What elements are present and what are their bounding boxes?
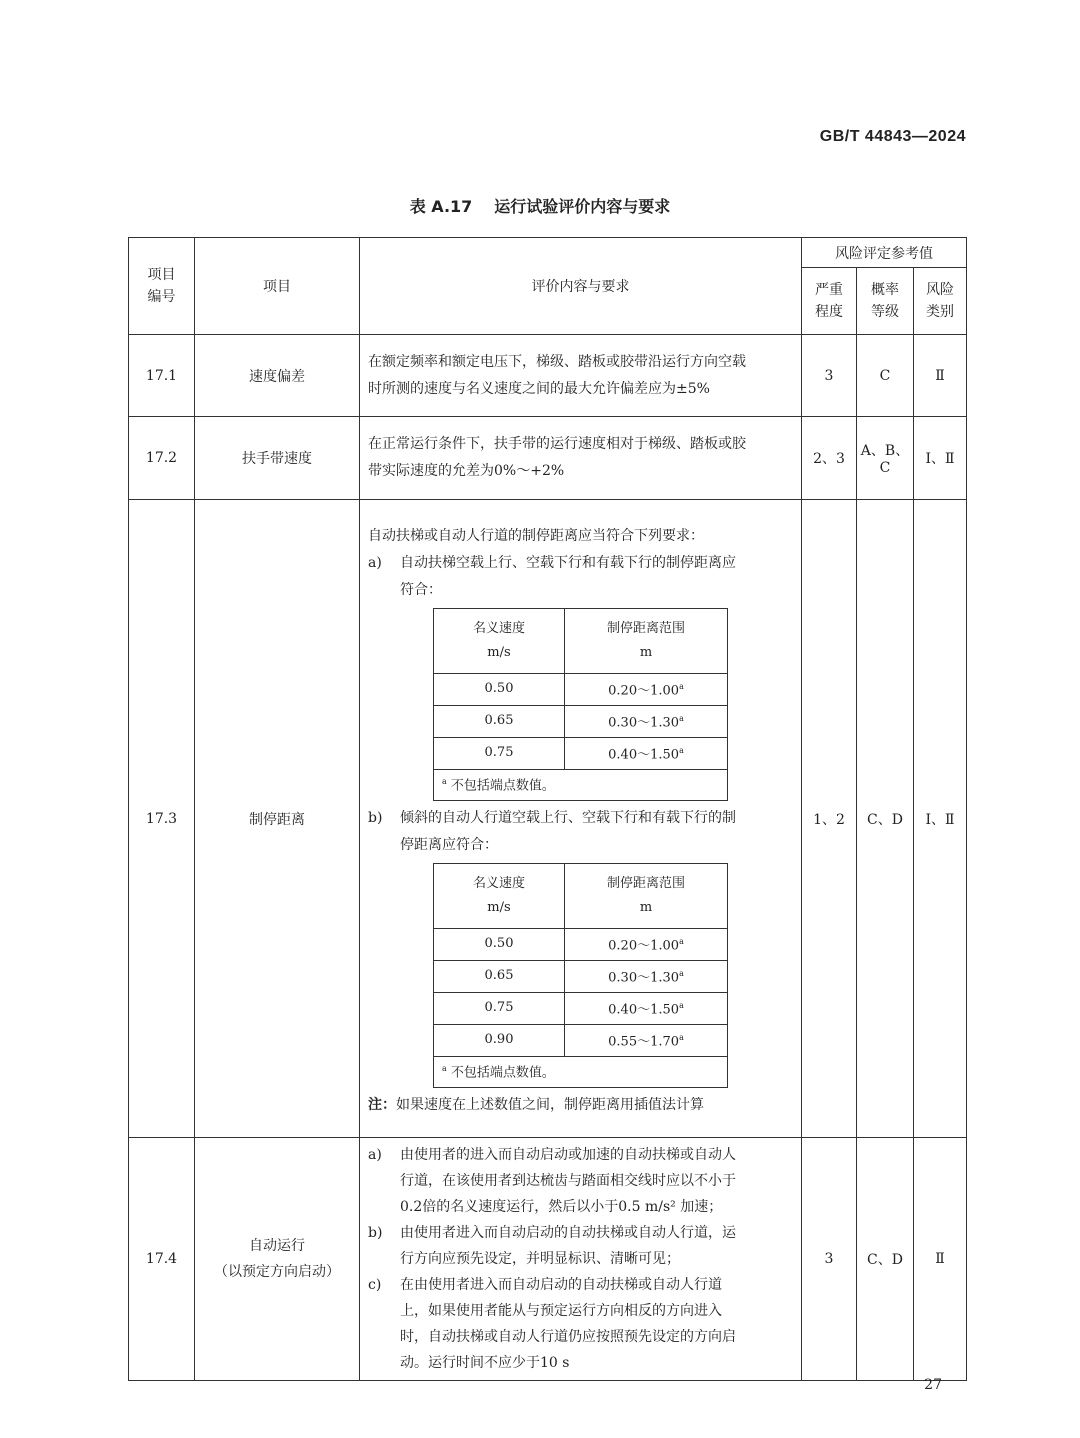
standard-code: GB/T 44843—2024 [819,128,966,145]
table-number: 表 A.17 [409,197,473,216]
inner-header-speed: 名义速度 m/s [434,608,565,673]
header-probability: 概率 等级 [857,268,914,335]
interpolation-note: 注：如果速度在上述数值之间，制停距离用插值法计算 [368,1096,704,1113]
header-category: 风险 类别 [914,268,967,335]
header-item: 项目 [195,238,360,335]
inner-row: 0.90 0.55～1.70$^a$ [434,1024,728,1056]
table-title [0,194,1080,217]
row-content [360,1138,802,1381]
row-severity: 2、3 [802,417,857,500]
evaluation-table [128,237,967,1381]
inner-header-range: 制停距离范围 m [565,608,728,673]
row-content: 在额定频率和额定电压下，梯级、踏板或胶带沿运行方向空载 时所测的速度与名义速度之间的最大允许偏差应为±5% [360,335,802,417]
stopping-distance-table-walkway [433,863,728,1088]
header-id: 项目 编号 [129,238,195,335]
list-item: b) 由使用者进入而自动启动的自动扶梯或自动人行道，运 行方向应预先设定，并明显标识、清晰可见； [368,1225,736,1267]
inner-header-range: 制停距离范围 m [565,863,728,928]
row-item: 扶手带速度 [195,417,360,500]
row-probability: C、D [857,1138,914,1381]
header-content: 评价内容与要求 [360,238,802,335]
row-category: Ⅱ [914,1138,967,1381]
table-row [129,1138,967,1381]
list-item: b) 倾斜的自动人行道空载上行、空载下行和有载下行的制 停距离应符合： [368,809,736,853]
inner-row: 0.50 0.20～1.00$^a$ [434,673,728,705]
inner-footnote: $^a$ 不包括端点数值。 [434,1056,728,1087]
row-item: 自动运行 （以预定方向启动） [195,1138,360,1381]
row-id: 17.4 [129,1138,195,1381]
stopping-intro: 自动扶梯或自动人行道的制停距离应当符合下列要求： [368,527,704,544]
table-row [129,500,967,1138]
row-content: 在正常运行条件下，扶手带的运行速度相对于梯级、踏板或胶 带实际速度的允差为0%～+2% [360,417,802,500]
row-id: 17.2 [129,417,195,500]
row-category: Ⅱ [914,335,967,417]
row-severity: 3 [802,335,857,417]
list-item: a) 自动扶梯空载上行、空载下行和有载下行的制停距离应 符合： [368,554,736,598]
row-item: 制停距离 [195,500,360,1138]
row-category: Ⅰ、Ⅱ [914,500,967,1138]
header-severity: 严重 程度 [802,268,857,335]
table-title-text: 运行试验评价内容与要求 [494,197,671,216]
row-category: Ⅰ、Ⅱ [914,417,967,500]
list-item: c) 在由使用者进入而自动启动的自动扶梯或自动人行道 上，如果使用者能从与预定运行方向相反的方向进入 时，自动扶梯或自动人行道仍应按照预先设定的方向启 动。运行时间不应少于10 s [368,1277,736,1371]
row-severity: 1、2 [802,500,857,1138]
row-id: 17.3 [129,500,195,1138]
inner-header-speed: 名义速度 m/s [434,863,565,928]
row-id: 17.1 [129,335,195,417]
list-item: a) 由使用者的进入而自动启动或加速的自动扶梯或自动人 行道，在该使用者到达梳齿与踏面相交线时应以不小于 0.2倍的名义速度运行，然后以小于0.5 m/s² 加速； [368,1147,736,1215]
row-probability: C [857,335,914,417]
table-row [129,335,967,417]
inner-footnote: $^a$ 不包括端点数值。 [434,769,728,800]
header-risk-group: 风险评定参考值 [802,238,967,268]
table-row [129,417,967,500]
row-content [360,500,802,1138]
row-probability: C、D [857,500,914,1138]
inner-row: 0.75 0.40～1.50$^a$ [434,737,728,769]
row-probability: A、B、C [857,417,914,500]
row-item: 速度偏差 [195,335,360,417]
inner-row: 0.65 0.30～1.30$^a$ [434,705,728,737]
inner-row: 0.75 0.40～1.50$^a$ [434,992,728,1024]
page-number: 27 [924,1377,942,1393]
stopping-distance-table-escalator [433,608,728,801]
row-severity: 3 [802,1138,857,1381]
inner-row: 0.50 0.20～1.00$^a$ [434,928,728,960]
inner-row: 0.65 0.30～1.30$^a$ [434,960,728,992]
